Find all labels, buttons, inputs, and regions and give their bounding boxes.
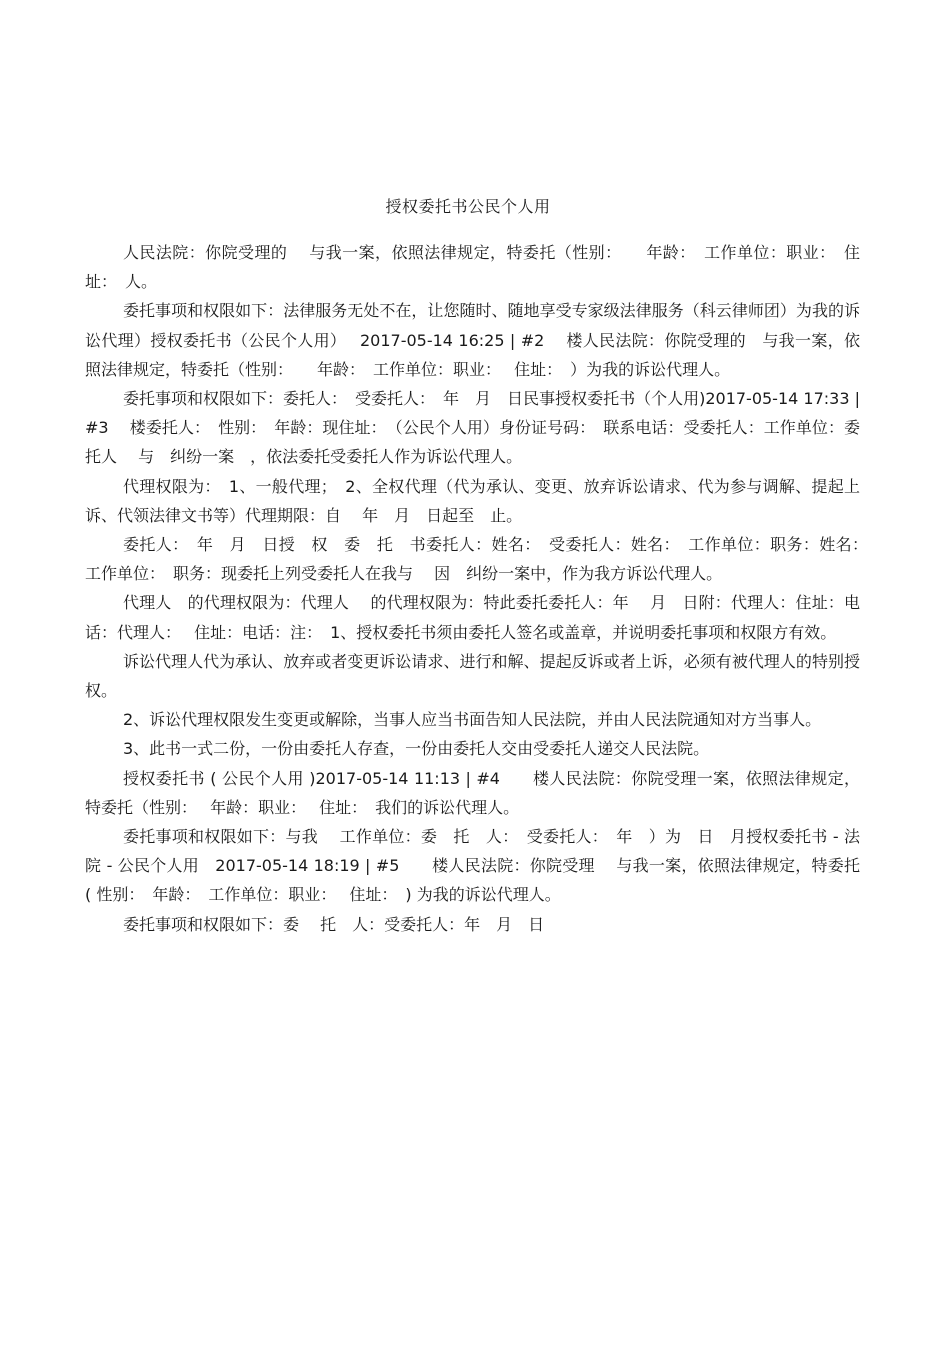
paragraph: 委托事项和权限如下：委 托 人：受委托人：年 月 日 [123, 914, 545, 934]
paragraph: 委托事项和权限如下：与我 工作单位：委 托 人： 受委托人： 年 ）为 日 月授权委托书 - 法院 - 公民个人用 2017-05-14 18:19 | #5 楼人民法院：你院受理 与我一案，依照法律规定，特委托 ( 性别： 年龄： 工作单位：职业： 住址： ) 为我的诉讼代理人。 [85, 827, 860, 905]
paragraph: 2、诉讼代理权限发生变更或解除，当事人应当书面告知人民法院，并由人民法院通知对方当事人。 [123, 710, 822, 730]
paragraph: 授权委托书 ( 公民个人用 )2017-05-14 11:13 | #4 楼人民法院：你院受理一案，依照法律规定，特委托（性别： 年龄：职业： 住址： 我们的诉讼代理人。 [85, 768, 860, 817]
paragraph: 人民法院：你院受理的 与我一案，依照法律规定，特委托（性别： 年龄： 工作单位：职业： 住址： 人。 [85, 243, 860, 292]
paragraph: 委托事项和权限如下：委托人： 受委托人： 年 月 日民事授权委托书（个人用)2017-05-14 17:33 | #3 楼委托人： 性别： 年龄：现住址： （公民个人用）身份证号码： 联系电话：受委托人：工作单位：委托人 与 纠纷一案 ，依法委托受委托人作为诉讼代理人。 [85, 389, 860, 467]
document-title: 授权委托书公民个人用 [385, 197, 551, 216]
paragraph: 3、此书一式二份，一份由委托人存查，一份由委托人交由受委托人递交人民法院。 [123, 739, 710, 759]
document-body [85, 238, 877, 939]
paragraph: 委托事项和权限如下：法律服务无处不在，让您随时、随地享受专家级法律服务（科云律师团）为我的诉讼代理）授权委托书（公民个人用） 2017-05-14 16:25 | #2 楼人民法院：你院受理的 与我一案，依照法律规定，特委托（性别： 年龄： 工作单位：职业： 住址： ）为我的诉讼代理人。 [85, 301, 860, 379]
paragraph: 委托人： 年 月 日授 权 委 托 书委托人：姓名： 受委托人：姓名： 工作单位：职务：姓名： 工作单位： 职务：现委托上列受委托人在我与 因 纠纷一案中，作为我方诉讼代理人。 [85, 535, 877, 584]
paragraph: 代理权限为： 1、一般代理； 2、全权代理（代为承认、变更、放弃诉讼请求、代为参与调解、提起上诉、代领法律文书等）代理期限：自 年 月 日起至 止。 [85, 476, 860, 525]
paragraph: 代理人 的代理权限为：代理人 的代理权限为：特此委托委托人：年 月 日附：代理人：住址：电话：代理人： 住址：电话：注： 1、授权委托书须由委托人签名或盖章，并说明委托事项和权限方有效。 [85, 593, 860, 642]
paragraph: 诉讼代理人代为承认、放弃或者变更诉讼请求、进行和解、提起反诉或者上诉，必须有被代理人的特别授权。 [85, 651, 860, 701]
